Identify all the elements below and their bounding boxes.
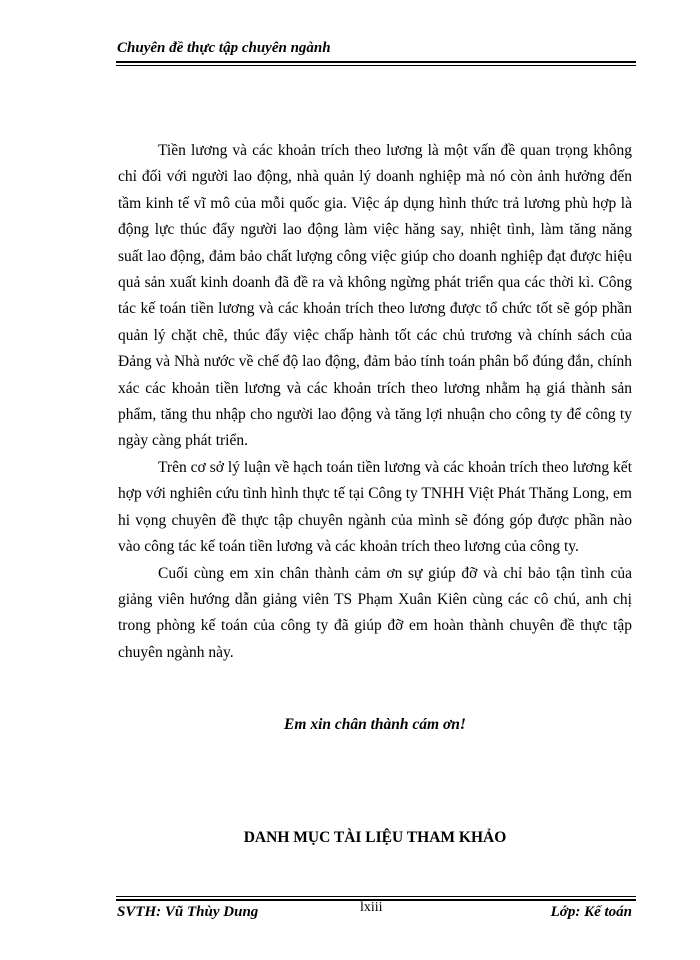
paragraph-acknowledgement: Cuối cùng em xin chân thành cảm ơn sự giúp đỡ và chỉ bảo tận tình của giảng viên hướng dẫn giảng viên TS Phạm Xuân Kiên cùng các cô chú, anh chị trong phòng kế toán của công ty đã giúp đỡ em hoàn thành chuyên đề thực tập chuyên ngành này. bbox=[118, 564, 632, 661]
footer-student-name: SVTH: Vũ Thùy Dung bbox=[117, 904, 259, 920]
footer-class-label: Lớp: Kế toán bbox=[550, 904, 632, 920]
header-rule-secondary bbox=[116, 65, 636, 66]
closing-thanks: Em xin chân thành cám ơn! bbox=[284, 716, 466, 733]
document-header-title: Chuyên đề thực tập chuyên ngành bbox=[117, 40, 331, 56]
document-body bbox=[118, 138, 632, 666]
paragraph-research-goal: Trên cơ sở lý luận về hạch toán tiền lương và các khoản trích theo lương kết hợp với nghiên cứu tình hình thực tế tại Công ty TNHH Việt Phát Thăng Long, em hi vọng chuyên đề thực tập chuyên ngành của mình sẽ đóng góp được phần nào vào công tác kế toán tiền lương và các khoản trích theo lương của công ty. bbox=[118, 458, 632, 556]
footer-rule-secondary bbox=[116, 896, 636, 897]
header-rule bbox=[116, 61, 636, 63]
footer-page-number: lxiii bbox=[360, 900, 383, 915]
references-heading: DANH MỤC TÀI LIỆU THAM KHẢO bbox=[243, 829, 507, 846]
paragraph-salary-importance: Tiền lương và các khoản trích theo lương là một vấn đề quan trọng không chỉ đối với người lao động, nhà quản lý doanh nghiệp mà nó còn ảnh hưởng đến tầm kinh tế vĩ mô của mỗi quốc gia. Việc áp dụng hình thức trả lương phù hợp là động lực thúc đẩy người lao động làm việc hăng say, nhiệt tình, làm tăng năng suất lao động, đảm bảo chất lượng công việc giúp cho doanh nghiệp đạt được hiệu quả sản xuất kinh doanh đã đề ra và không ngừng phát triển qua các thời kì. Công tác kế toán tiền lương và các khoản trích theo lương được tổ chức tốt sẽ góp phần quản lý chặt chẽ, thúc đẩy việc chấp hành tốt các chủ trương và chính sách của Đảng và Nhà nước về chế độ lao động, đảm bảo tính toán phân bổ đúng đắn, chính xác các khoản tiền lương và các khoản trích theo lương nhằm hạ giá thành sản phẩm, tăng thu nhập cho người lao động và tăng lợi nhuận cho công ty để công ty ngày càng phát triển. bbox=[118, 142, 632, 450]
